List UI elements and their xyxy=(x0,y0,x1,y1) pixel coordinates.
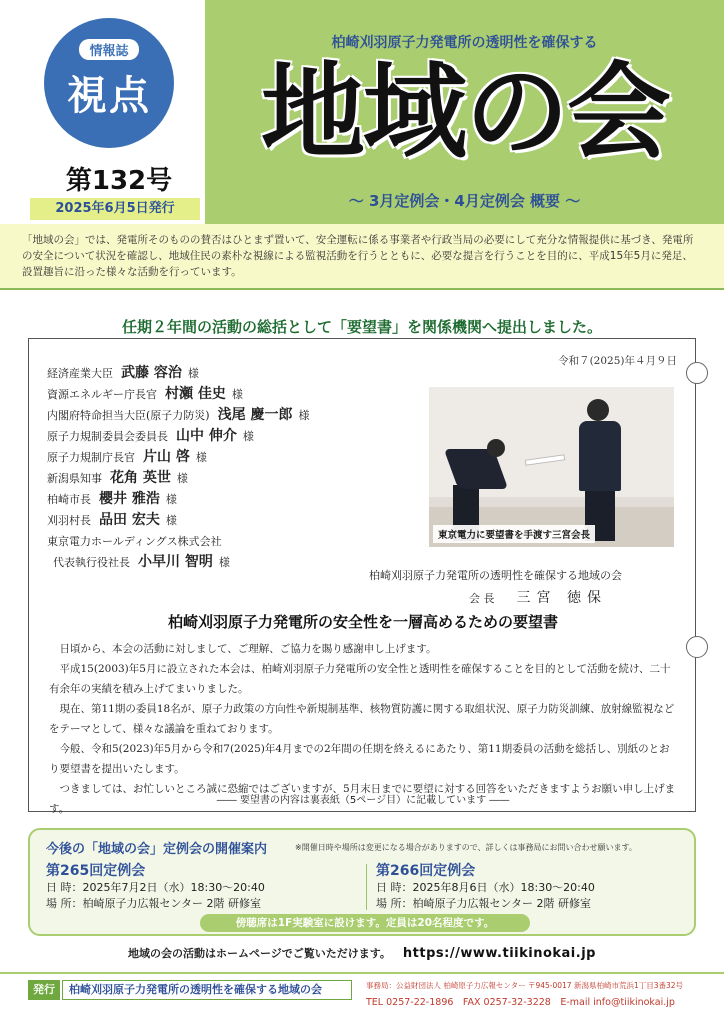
meeting-item xyxy=(376,860,686,912)
newsletter-header xyxy=(0,0,724,224)
recipient-name: 小早川 智明 xyxy=(138,554,213,570)
masthead-title: 地域の会 xyxy=(260,51,669,173)
contact-info: TEL 0257-22-1896 FAX 0257-32-3228 E-mail info@tiikinokai.jp xyxy=(366,997,675,1008)
sender-organization: 柏崎刈羽原子力発電所の透明性を確保する地域の会 xyxy=(369,569,622,582)
header-left-panel xyxy=(0,0,205,224)
meeting-item xyxy=(46,860,356,912)
recipient-row xyxy=(47,552,407,573)
letter-date: 令和７(2025)年４月９日 xyxy=(558,355,677,367)
recipient-honorific: 様 xyxy=(165,514,177,527)
recipient-name: 花角 英世 xyxy=(110,470,171,486)
office-address: 事務局：公益財団法人 柏崎原子力広報センター 〒945-0017 新潟県柏崎市荒浜1丁目3番32号 xyxy=(366,981,684,990)
intro-text: 「地域の会」では、発電所そのものの賛否はひとまず置いて、安全運転に係る事業者や行政当局の必要にして充分な情報提供に基づき、発電所の安全について状況を確認し、地域住民の素朴な視線による監視活動を行うとともに、必要な提言を行うことを目的に、平成15年5月に発足、設置趣旨に沿った様々な活動を行っています。 xyxy=(0,224,724,290)
lead-headline: 任期２年間の活動の総括として「要望書」を関係機関へ提出しました。 xyxy=(121,318,602,336)
chair-name: 三宮 徳保 xyxy=(516,590,607,606)
recipient-name: 品田 宏夫 xyxy=(99,512,160,528)
meeting-datetime: 日 時：2025年7月2日（水）18:30～20:40 xyxy=(46,881,265,894)
recipient-name: 山中 伸介 xyxy=(176,428,237,444)
recipient-honorific: 様 xyxy=(231,388,243,401)
photo-caption: 東京電力に要望書を手渡す三宮会長 xyxy=(433,525,595,543)
website-link[interactable]: https://www.tiikinokai.jp xyxy=(402,946,596,961)
letter-note: ―― 要望書の内容は裏表紙（5ページ目）に記載しています ―― xyxy=(216,795,510,806)
publisher-name: 柏崎刈羽原子力発電所の透明性を確保する地域の会 xyxy=(62,980,352,1000)
letter-title: 柏崎刈羽原子力発電所の安全性を一層高めるための要望書 xyxy=(167,613,558,631)
recipient-title: 経済産業大臣 xyxy=(47,367,113,380)
recipient-title: 原子力規制委員会委員長 xyxy=(47,430,168,443)
binder-ring-icon xyxy=(686,362,708,384)
recipient-name: 片山 啓 xyxy=(143,449,190,465)
recipient-row xyxy=(47,468,407,489)
recipient-title: 資源エネルギー庁長官 xyxy=(47,388,157,401)
shiten-badge xyxy=(44,18,174,148)
recipient-honorific: 様 xyxy=(218,556,230,569)
recipient-title: 内閣府特命担当大臣(原子力防災) xyxy=(47,409,210,422)
photo-person-standing-body xyxy=(579,421,621,491)
letter-paragraph: 日頃から、本会の活動に対しまして、ご理解、ご協力を賜り感謝申し上げます。 xyxy=(59,643,437,655)
photo-person-standing-head xyxy=(587,399,609,421)
recipient-honorific: 様 xyxy=(298,409,310,422)
masthead-kicker: 柏崎刈羽原子力発電所の透明性を確保する xyxy=(331,35,598,51)
recipient-honorific: 様 xyxy=(195,451,207,464)
meeting-schedule xyxy=(28,828,696,936)
gallery-notice: 傍聴席は1F実験室に設けます。定員は20名程度です。 xyxy=(200,914,530,932)
meeting-title: 第266回定例会 xyxy=(376,863,476,879)
publisher-footer xyxy=(0,972,724,1024)
website-text: 地域の会の活動はホームページでご覧いただけます。 xyxy=(128,947,391,960)
meeting-title: 第265回定例会 xyxy=(46,863,146,879)
recipient-list xyxy=(47,363,407,573)
recipient-row xyxy=(47,405,407,426)
recipient-honorific: 様 xyxy=(187,367,199,380)
recipient-name: 櫻井 雅浩 xyxy=(99,491,160,507)
recipient-row xyxy=(47,531,407,552)
recipient-honorific: 様 xyxy=(176,472,188,485)
meeting-place: 場 所：柏崎原子力広報センター 2階 研修室 xyxy=(46,897,262,910)
meeting-place: 場 所：柏崎原子力広報センター 2階 研修室 xyxy=(376,897,592,910)
recipient-honorific: 様 xyxy=(165,493,177,506)
recipient-title: 柏崎市長 xyxy=(47,493,91,506)
recipient-row xyxy=(47,384,407,405)
recipient-honorific: 様 xyxy=(242,430,254,443)
issue-date: 2025年6月5日発行 xyxy=(30,198,200,220)
recipient-row xyxy=(47,489,407,510)
recipient-name: 武藤 容治 xyxy=(121,365,182,381)
photo-person-bowing-head xyxy=(487,439,505,457)
recipient-title: 原子力規制庁長官 xyxy=(47,451,135,464)
request-letter xyxy=(28,338,696,815)
issue-number: 第132号 xyxy=(65,166,173,196)
chair-title: 会 長 xyxy=(469,592,495,605)
badge-title: 視点 xyxy=(67,73,151,119)
binder-ring-icon xyxy=(686,636,708,658)
recipient-row xyxy=(47,510,407,531)
recipient-title: 東京電力ホールディングス株式会社 xyxy=(47,535,222,548)
recipient-title: 代表執行役社長 xyxy=(53,556,130,569)
recipient-name: 村瀬 佳史 xyxy=(165,386,226,402)
meeting-heading: 今後の「地域の会」定例会の開催案内 xyxy=(46,842,268,857)
recipient-row xyxy=(47,363,407,384)
recipient-title: 新潟県知事 xyxy=(47,472,102,485)
recipient-title: 刈羽村長 xyxy=(47,514,91,527)
badge-small-label: 情報誌 xyxy=(79,39,138,60)
recipient-row xyxy=(47,447,407,468)
meeting-divider xyxy=(366,864,367,910)
letter-paragraph: 現在、第11期の委員18名が、原子力政策の方向性や新規制基準、核物質防護に関する取組状況、原子力防災訓練、放射線監視などをテーマとして、様々な議論を重ねております。 xyxy=(49,703,675,735)
recipient-row xyxy=(47,426,407,447)
publisher-label: 発行 xyxy=(28,980,60,1000)
letter-paragraph: つきましては、お忙しいところ誠に恐縮ではございますが、5月末日までに要望に対する回答をいただきますようお願い申し上げます。 xyxy=(49,783,676,815)
meeting-datetime: 日 時：2025年8月6日（水）18:30～20:40 xyxy=(376,881,595,894)
issue-subtitle: ～ 3月定例会・4月定例会 概要 ～ xyxy=(348,192,581,210)
website-line xyxy=(0,945,724,961)
recipient-name: 浅尾 慶一郎 xyxy=(217,407,293,423)
handover-photo xyxy=(429,387,674,547)
letter-paragraph: 今般、令和5(2023)年5月から令和7(2025)年4月までの2年間の任期を終えるにあたり、第11期委員の活動を総括し、別紙のとおり要望書を提出いたします。 xyxy=(49,743,670,775)
letter-paragraph: 平成15(2003)年5月に設立された本会は、柏崎刈羽原子力発電所の安全性と透明性を確保することを目的として活動を続け、二十有余年の実績を積み上げてまいりました。 xyxy=(49,663,671,695)
meeting-note: ※開催日時や場所は変更になる場合がありますので、詳しくは事務局にお問い合わせ願います。 xyxy=(295,843,637,852)
sender-chair xyxy=(469,587,679,607)
